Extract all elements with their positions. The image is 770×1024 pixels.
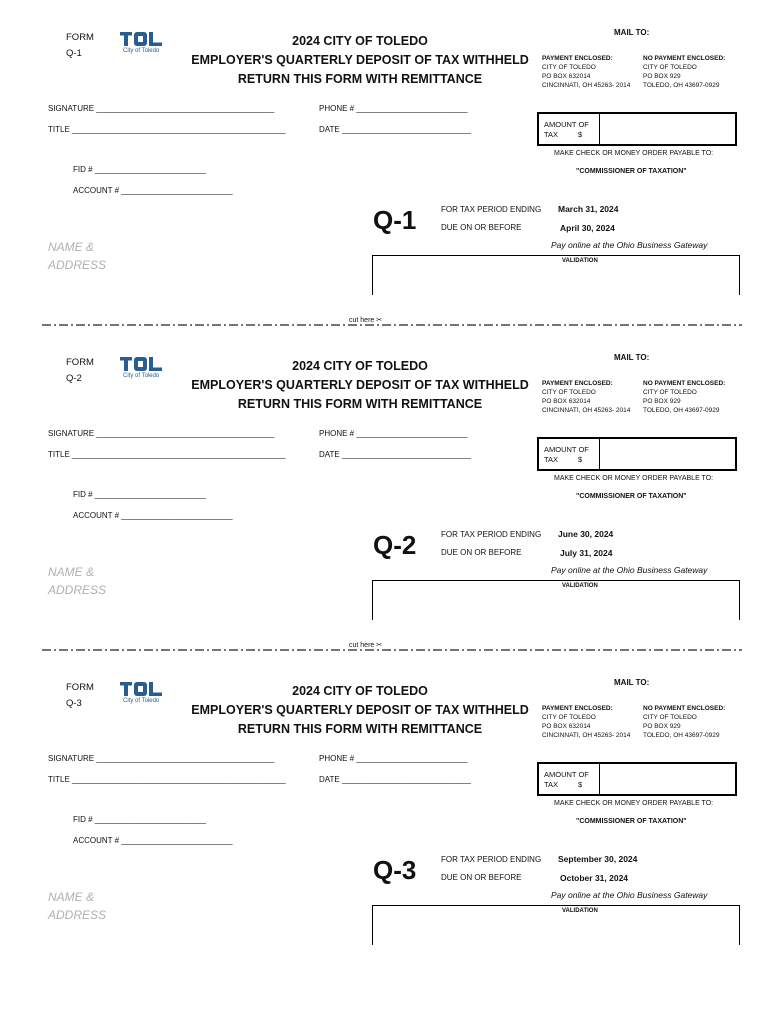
due-date: October 31, 2024 xyxy=(560,873,629,883)
tol-logo-icon xyxy=(120,682,164,696)
payee-name: "COMMISSIONER OF TAXATION" xyxy=(576,818,687,825)
tax-label: TAX xyxy=(544,455,559,464)
title-field[interactable]: TITLE ________________________________________________ xyxy=(48,775,286,784)
fid-field[interactable]: FID # _________________________ xyxy=(73,490,207,499)
pay-online-note: Pay online at the Ohio Business Gateway xyxy=(551,890,708,900)
amount-divider xyxy=(599,439,600,469)
city-logo xyxy=(120,682,180,710)
logo-subtitle: City of Toledo xyxy=(123,48,160,54)
pay-online-note: Pay online at the Ohio Business Gateway xyxy=(551,240,708,250)
account-field[interactable]: ACCOUNT # _________________________ xyxy=(73,511,233,520)
mail-to-label: MAIL TO: xyxy=(614,353,650,362)
due-date: July 31, 2024 xyxy=(560,548,613,558)
deposit-coupon-1 xyxy=(0,0,770,325)
form-id-label: FORM Q-1 xyxy=(66,32,94,59)
tax-period-label: FOR TAX PERIOD ENDING xyxy=(441,205,542,214)
cut-here-label: cut here ✂ xyxy=(349,642,383,649)
form-id-label: FORM Q-3 xyxy=(66,682,94,709)
account-field[interactable]: ACCOUNT # _________________________ xyxy=(73,836,233,845)
mail-to-label: MAIL TO: xyxy=(614,28,650,37)
amount-of-tax-box[interactable] xyxy=(537,762,737,796)
tax-period-end-date: March 31, 2024 xyxy=(558,204,619,214)
payment-enclosed-address: PAYMENT ENCLOSED: CITY OF TOLEDO PO BOX 632014 CINCINNATI, OH 45263- 2014 xyxy=(542,380,631,414)
pay-online-note: Pay online at the Ohio Business Gateway xyxy=(551,565,708,575)
form-title: 2024 CITY OF TOLEDO EMPLOYER'S QUARTERLY DEPOSIT OF TAX WITHHELD RETURN THIS FORM WITH REMITTANCE xyxy=(191,684,529,736)
dollar-sign: $ xyxy=(578,455,583,464)
due-date-label: DUE ON OR BEFORE xyxy=(441,223,522,232)
city-logo xyxy=(120,357,180,385)
title-field[interactable]: TITLE ________________________________________________ xyxy=(48,125,286,134)
amount-label: AMOUNT OF xyxy=(544,770,589,779)
dashed-cut-line-icon xyxy=(42,645,742,655)
city-logo xyxy=(120,32,180,60)
signature-field[interactable]: SIGNATURE ________________________________________ xyxy=(48,104,275,113)
title-field[interactable]: TITLE ________________________________________________ xyxy=(48,450,286,459)
scissors-icon: ✂ xyxy=(376,642,383,649)
phone-field[interactable]: PHONE # _________________________ xyxy=(319,429,468,438)
date-field[interactable]: DATE _____________________________ xyxy=(319,125,471,134)
logo-subtitle: City of Toledo xyxy=(123,698,160,704)
amount-label: AMOUNT OF xyxy=(544,445,589,454)
no-payment-enclosed-address: NO PAYMENT ENCLOSED: CITY OF TOLEDO PO BOX 929 TOLEDO, OH 43697-0929 xyxy=(643,380,726,414)
dollar-sign: $ xyxy=(578,130,583,139)
logo-subtitle: City of Toledo xyxy=(123,373,160,379)
validation-box xyxy=(372,255,740,295)
deposit-coupon-2 xyxy=(0,325,770,650)
tax-period-label: FOR TAX PERIOD ENDING xyxy=(441,855,542,864)
tax-label: TAX xyxy=(544,780,559,789)
amount-of-tax-box[interactable] xyxy=(537,112,737,146)
cut-line xyxy=(42,642,742,655)
payment-enclosed-address: PAYMENT ENCLOSED: CITY OF TOLEDO PO BOX 632014 CINCINNATI, OH 45263- 2014 xyxy=(542,55,631,89)
no-payment-enclosed-address: NO PAYMENT ENCLOSED: CITY OF TOLEDO PO BOX 929 TOLEDO, OH 43697-0929 xyxy=(643,705,726,739)
deposit-coupon-3 xyxy=(0,650,770,975)
validation-box xyxy=(372,580,740,620)
fid-field[interactable]: FID # _________________________ xyxy=(73,165,207,174)
due-date-label: DUE ON OR BEFORE xyxy=(441,873,522,882)
phone-field[interactable]: PHONE # _________________________ xyxy=(319,754,468,763)
dashed-cut-line-icon xyxy=(42,320,742,330)
tax-period-end-date: September 30, 2024 xyxy=(558,854,638,864)
date-field[interactable]: DATE _____________________________ xyxy=(319,775,471,784)
payable-to-label: MAKE CHECK OR MONEY ORDER PAYABLE TO: xyxy=(554,800,714,807)
amount-divider xyxy=(599,764,600,794)
amount-of-tax-box[interactable] xyxy=(537,437,737,471)
mail-to-label: MAIL TO: xyxy=(614,678,650,687)
due-date-label: DUE ON OR BEFORE xyxy=(441,548,522,557)
due-date: April 30, 2024 xyxy=(560,223,615,233)
tax-period-end-date: June 30, 2024 xyxy=(558,529,614,539)
quarter-code: Q-2 xyxy=(373,530,417,560)
phone-field[interactable]: PHONE # _________________________ xyxy=(319,104,468,113)
payment-enclosed-address: PAYMENT ENCLOSED: CITY OF TOLEDO PO BOX 632014 CINCINNATI, OH 45263- 2014 xyxy=(542,705,631,739)
payee-name: "COMMISSIONER OF TAXATION" xyxy=(576,493,687,500)
signature-field[interactable]: SIGNATURE ________________________________________ xyxy=(48,429,275,438)
account-field[interactable]: ACCOUNT # _________________________ xyxy=(73,186,233,195)
cut-line xyxy=(42,317,742,330)
fid-field[interactable]: FID # _________________________ xyxy=(73,815,207,824)
tax-period-label: FOR TAX PERIOD ENDING xyxy=(441,530,542,539)
scissors-icon: ✂ xyxy=(376,317,383,324)
tax-label: TAX xyxy=(544,130,559,139)
tol-logo-icon xyxy=(120,32,164,46)
validation-label: VALIDATION xyxy=(562,583,598,589)
date-field[interactable]: DATE _____________________________ xyxy=(319,450,471,459)
form-title: 2024 CITY OF TOLEDO EMPLOYER'S QUARTERLY DEPOSIT OF TAX WITHHELD RETURN THIS FORM WITH REMITTANCE xyxy=(191,34,529,86)
payee-name: "COMMISSIONER OF TAXATION" xyxy=(576,168,687,175)
cut-here-label: cut here ✂ xyxy=(349,317,383,324)
name-address-placeholder: NAME & ADDRESS xyxy=(48,240,107,272)
name-address-placeholder: NAME & ADDRESS xyxy=(48,565,107,597)
payable-to-label: MAKE CHECK OR MONEY ORDER PAYABLE TO: xyxy=(554,150,714,157)
payable-to-label: MAKE CHECK OR MONEY ORDER PAYABLE TO: xyxy=(554,475,714,482)
validation-label: VALIDATION xyxy=(562,908,598,914)
form-id-label: FORM Q-2 xyxy=(66,357,94,384)
dollar-sign: $ xyxy=(578,780,583,789)
signature-field[interactable]: SIGNATURE ________________________________________ xyxy=(48,754,275,763)
form-title: 2024 CITY OF TOLEDO EMPLOYER'S QUARTERLY DEPOSIT OF TAX WITHHELD RETURN THIS FORM WITH REMITTANCE xyxy=(191,359,529,411)
quarter-code: Q-3 xyxy=(373,855,417,885)
tol-logo-icon xyxy=(120,357,164,371)
amount-divider xyxy=(599,114,600,144)
quarter-code: Q-1 xyxy=(373,205,417,235)
amount-label: AMOUNT OF xyxy=(544,120,589,129)
name-address-placeholder: NAME & ADDRESS xyxy=(48,890,107,922)
validation-box xyxy=(372,905,740,945)
validation-label: VALIDATION xyxy=(562,258,598,264)
no-payment-enclosed-address: NO PAYMENT ENCLOSED: CITY OF TOLEDO PO BOX 929 TOLEDO, OH 43697-0929 xyxy=(643,55,726,89)
